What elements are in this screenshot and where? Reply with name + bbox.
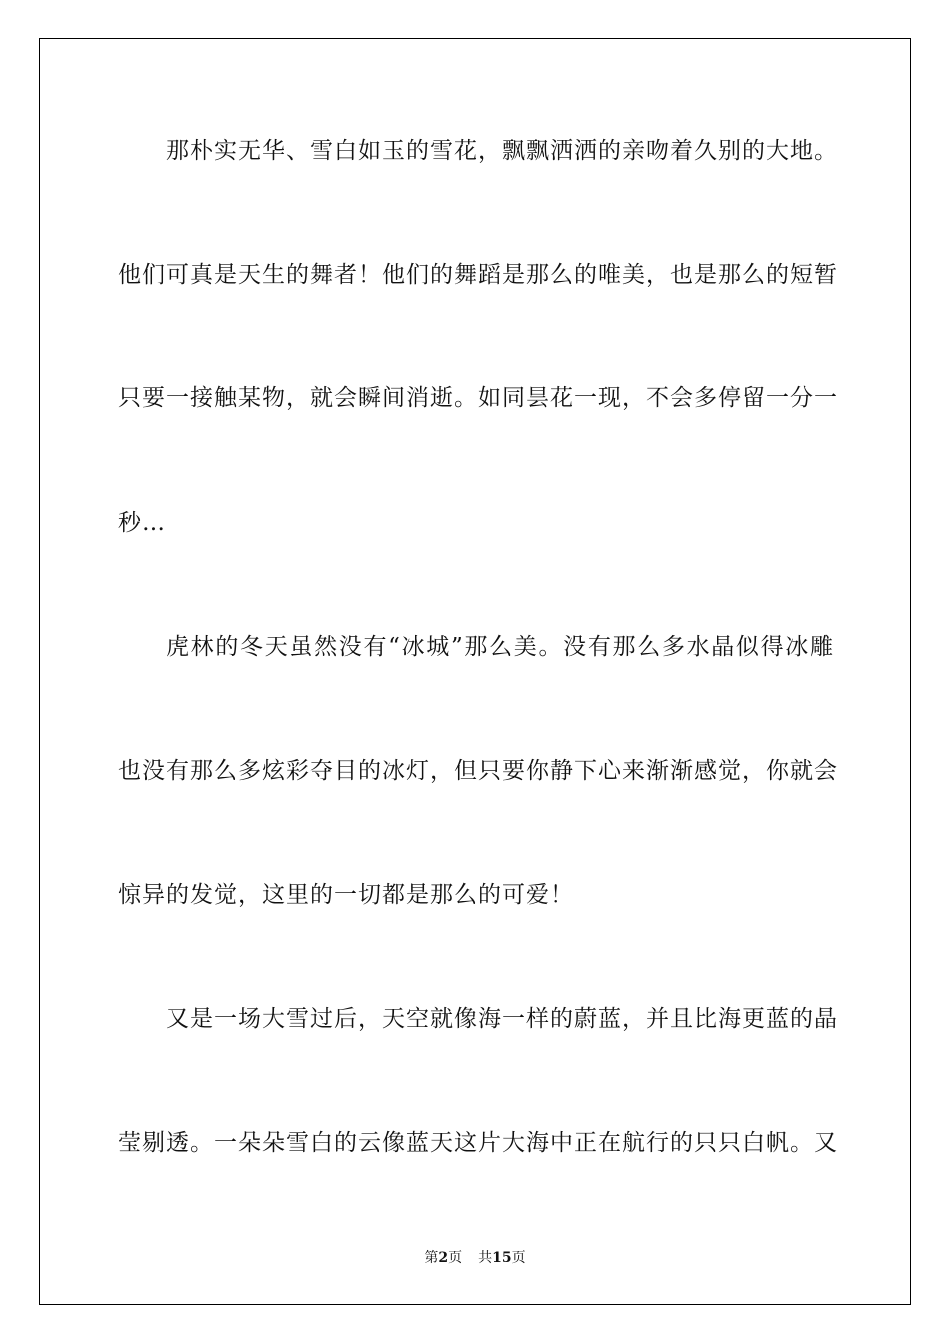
- paragraph-1-line-4: 秒…: [118, 510, 166, 536]
- page-label-suffix: 页: [448, 1250, 463, 1266]
- paragraph-1-line-1: 那朴实无华、雪白如玉的雪花，飘飘洒洒的亲吻着久别的大地。: [166, 138, 838, 164]
- total-label-prefix: 共: [478, 1250, 493, 1266]
- paragraph-1-line-3: 只要一接触某物，就会瞬间消逝。如同昙花一现，不会多停留一分一: [118, 385, 838, 411]
- paragraph-2-line-1: 虎林的冬天虽然没有“冰城”那么美。没有那么多水晶似得冰雕: [166, 634, 834, 660]
- page-number: 2: [438, 1250, 449, 1266]
- total-pages: 15: [492, 1250, 512, 1266]
- page-label-prefix: 第: [424, 1250, 439, 1266]
- total-label-suffix: 页: [511, 1250, 526, 1266]
- paragraph-3-line-1: 又是一场大雪过后，天空就像海一样的蔚蓝，并且比海更蓝的晶: [166, 1006, 838, 1032]
- page-footer: [0, 1249, 950, 1267]
- paragraph-2-line-2: 也没有那么多炫彩夺目的冰灯，但只要你静下心来渐渐感觉，你就会: [118, 758, 838, 784]
- paragraph-1-line-2: 他们可真是天生的舞者！他们的舞蹈是那么的唯美，也是那么的短暂: [118, 262, 838, 288]
- paragraph-3-line-2: 莹剔透。一朵朵雪白的云像蓝天这片大海中正在航行的只只白帆。又: [118, 1130, 838, 1156]
- page-border: [39, 38, 911, 1305]
- paragraph-2-line-3: 惊异的发觉，这里的一切都是那么的可爱！: [118, 882, 574, 908]
